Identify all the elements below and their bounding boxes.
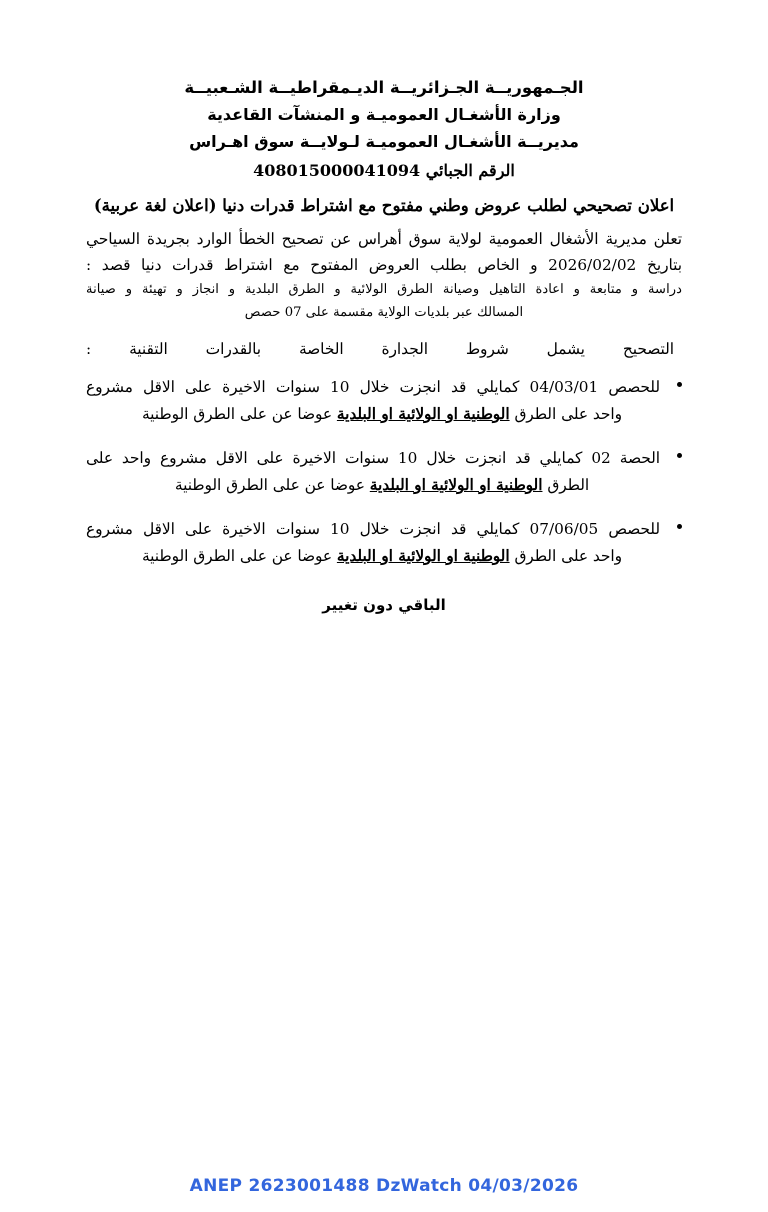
list-item — [86, 374, 682, 428]
announcement-body — [0, 226, 768, 362]
document-page — [0, 74, 768, 1212]
anep-footer: ANEP 2623001488 DzWatch 04/03/2026 — [189, 1176, 579, 1196]
bullet-3-line-1: للحصص 07/06/05 كمايلي قد انجزت خلال 10 سنوات الاخيرة على الاقل مشروع — [86, 520, 661, 538]
bullet-2-text-after: عوضا عن على الطرق الوطنية — [174, 476, 370, 494]
closing-statement: الباقي دون تغيير — [322, 596, 446, 614]
conditions-list — [0, 374, 768, 570]
list-item — [86, 445, 682, 499]
header-directorate-line: مديريــة الأشغـال العموميـة لـولايــة سوق اهـراس — [189, 132, 579, 151]
header-ministry-line: وزارة الأشغـال العموميـة و المنشآت القاعدية — [207, 105, 561, 124]
header-republic-line: الجـمهوريــة الجـزائريــة الديـمقراطيــة الشـعبيــة — [184, 78, 584, 97]
bullet-1-underlined-roads: الوطنية او الولائية او البلدية — [336, 405, 510, 423]
official-header — [0, 74, 768, 184]
conditions-intro: التصحيح يشمل شروط الجدارة الخاصة بالقدرات التقنية : — [86, 340, 674, 358]
bullet-2-text-before: الطرق — [542, 476, 590, 494]
body-line-2: بتاريخ 2026/02/02 و الخاص بطلب العروض المفتوح مع اشتراط قدرات دنيا قصد : — [86, 256, 682, 274]
bullet-1-line-2 — [86, 401, 660, 428]
body-line-1: تعلن مديرية الأشغال العمومية لولاية سوق أهراس عن تصحيح الخطأ الوارد بجريدة السياحي — [86, 230, 682, 248]
bullet-3-line-2 — [86, 543, 660, 570]
bullet-2-line-1: الحصة 02 كمايلي قد انجزت خلال 10 سنوات الاخيرة على الاقل مشروع واحد على — [86, 449, 660, 467]
bullet-3-text-after: عوضا عن على الطرق الوطنية — [141, 547, 337, 565]
list-item — [86, 516, 682, 570]
bullet-dot-icon — [677, 453, 682, 458]
bullet-1-line-1: للحصص 04/03/01 كمايلي قد انجزت خلال 10 سنوات الاخيرة على الاقل مشروع — [86, 378, 661, 396]
body-line-3: دراسة و متابعة و اعادة التاهيل وصيانة الطرق الولائية و الطرق البلدية و انجاز و تهيئة و صيانة — [86, 282, 682, 297]
bullet-1-text-before: واحد على الطرق — [509, 405, 622, 423]
bullet-3-text-before: واحد على الطرق — [509, 547, 622, 565]
bullet-3-underlined-roads: الوطنية او الولائية او البلدية — [336, 547, 510, 565]
bullet-2-line-2 — [86, 472, 660, 499]
bullet-1-text-after: عوضا عن على الطرق الوطنية — [141, 405, 337, 423]
bullet-2-underlined-roads: الوطنية او الولائية او البلدية — [369, 476, 543, 494]
bullet-dot-icon — [677, 524, 682, 529]
body-line-4: المسالك عبر بلديات الولاية مقسمة على 07 حصص — [244, 305, 524, 320]
bullet-dot-icon — [677, 382, 682, 387]
page-title: اعلان تصحيحي لطلب عروض وطني مفتوح مع اشتراط قدرات دنيا (اعلان لغة عربية) — [93, 196, 675, 215]
fiscal-number-line: الرقم الجبائي 408015000041094 — [253, 161, 515, 180]
